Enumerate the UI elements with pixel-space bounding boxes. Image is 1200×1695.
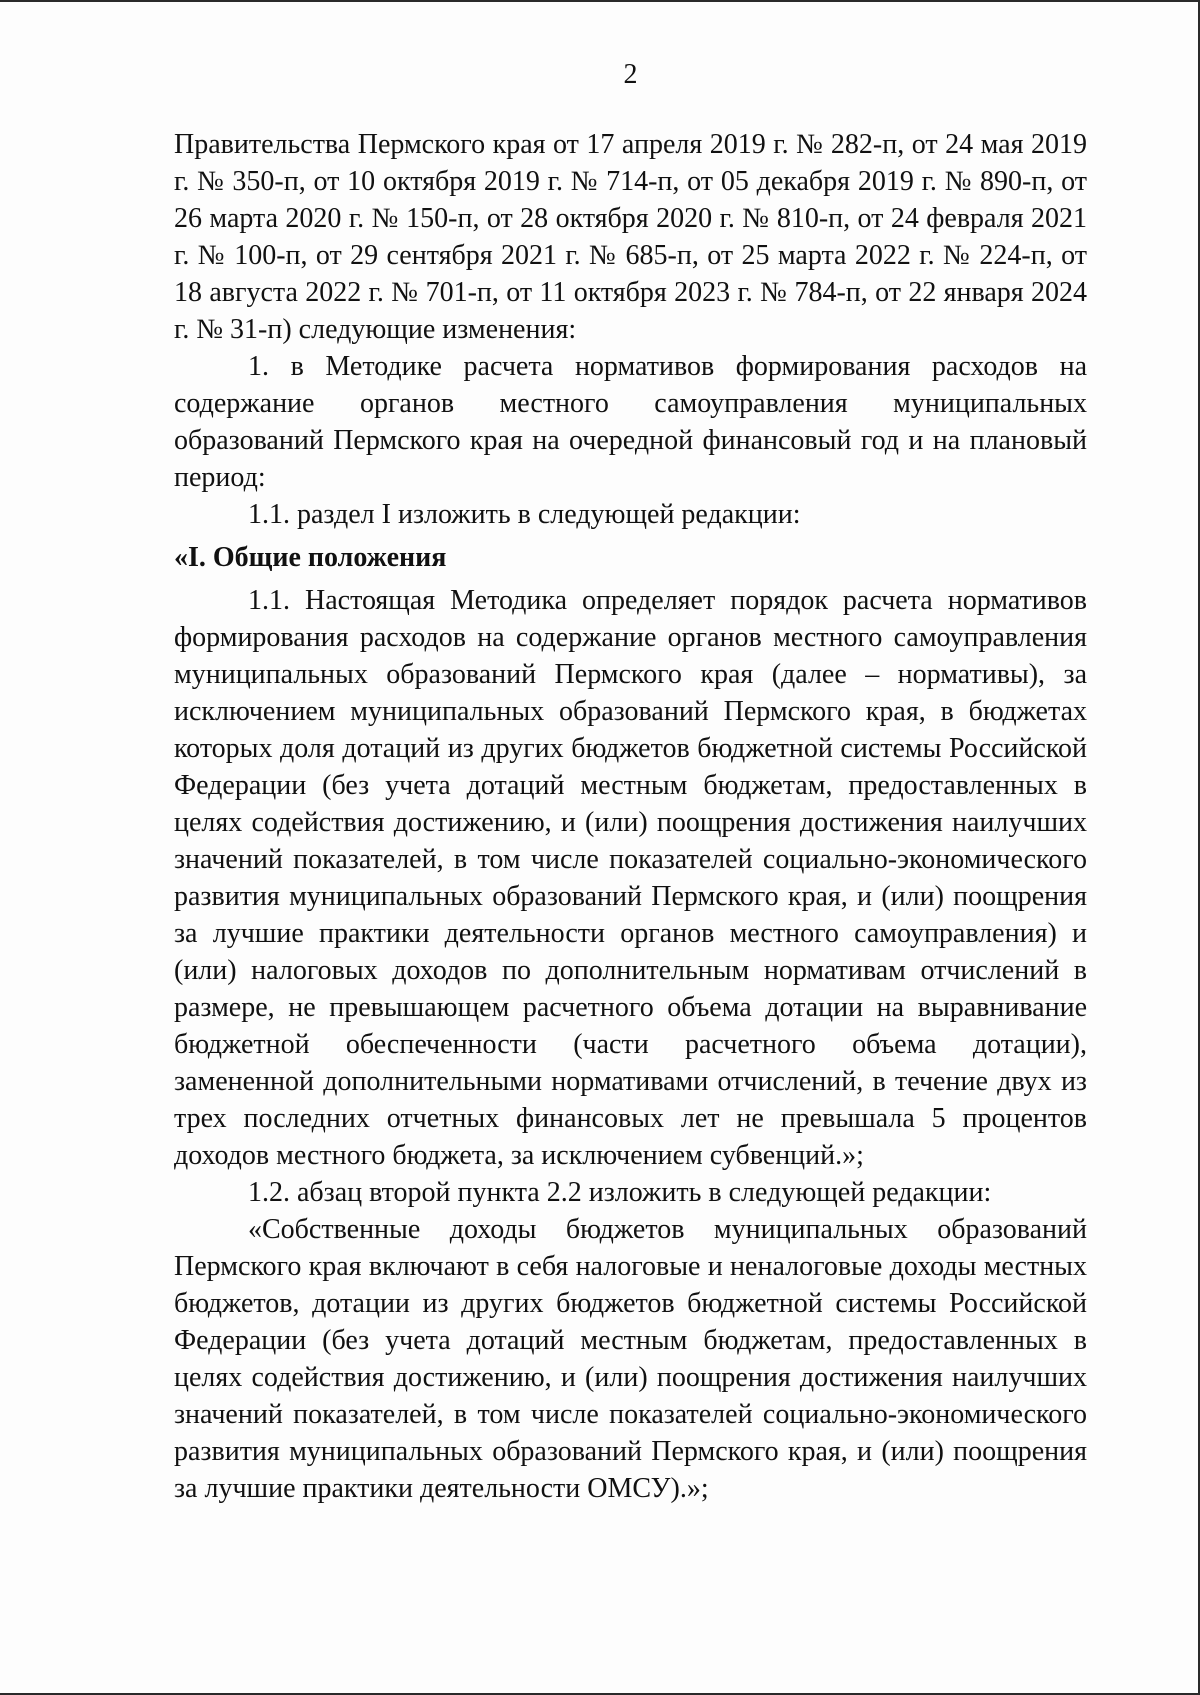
section-title: «I. Общие положения bbox=[174, 542, 447, 573]
paragraph-item-1-2: 1.2. абзац второй пункта 2.2 изложить в следующей редакции: bbox=[248, 1177, 992, 1208]
paragraph-quoted-text: «Собственные доходы бюджетов муниципальных образований Пермского края включают в себя налоговые и неналоговые доходы местных бюджетов, дотации из других бюджетов бюджетной системы Российской Федерации (без учета дотаций местным бюджетам, предоставленных в целях содействия достижению, и (или) поощрения достижения наилучших значений показателей, в том числе показателей социально-экономического развития муниципальных образований Пермского края, и (или) поощрения за лучшие практики деятельности ОМСУ).»; bbox=[174, 1214, 1087, 1504]
paragraph-item-1: 1. в Методике расчета нормативов формирования расходов на содержание органов местного самоуправления муниципальных образований Пермского края на очередной финансовый год и на плановый период: bbox=[174, 351, 1087, 493]
paragraph-item-1-1: 1.1. раздел I изложить в следующей редакции: bbox=[248, 499, 801, 530]
paragraph-continuation: Правительства Пермского края от 17 апреля 2019 г. № 282-п, от 24 мая 2019 г. № 350-п, от 10 октября 2019 г. № 714-п, от 05 декабря 2019 г. № 890-п, от 26 марта 2020 г. № 150-п, от 28 октября 2020 г. № 810-п, от 24 февраля 2021 г. № 100-п, от 29 сентября 2021 г. № 685-п, от 25 марта 2022 г. № 224-п, от 18 августа 2022 г. № 701-п, от 11 октября 2023 г. № 784-п, от 22 января 2024 г. № 31-п) следующие изменения: bbox=[174, 129, 1087, 345]
document-body bbox=[174, 60, 1087, 1507]
paragraph-clause-1-1: 1.1. Настоящая Методика определяет порядок расчета нормативов формирования расходов на содержание органов местного самоуправления муниципальных образований Пермского края (далее – нормативы), за исключением муниципальных образований Пермского края, в бюджетах которых доля дотаций из других бюджетов бюджетной системы Российской Федерации (без учета дотаций местным бюджетам, предоставленных в целях содействия достижению, и (или) поощрения достижения наилучших значений показателей, в том числе показателей социально-экономического развития муниципальных образований Пермского края, и (или) поощрения за лучшие практики деятельности органов местного самоуправления) и (или) налоговых доходов по дополнительным нормативам отчислений в размере, не превышающем расчетного объема дотации на выравнивание бюджетной обеспеченности (части расчетного объема дотации), замененной дополнительными нормативами отчислений, в течение двух из трех последних отчетных финансовых лет не превышала 5 процентов доходов местного бюджета, за исключением субвенций.»; bbox=[174, 585, 1087, 1171]
scan-edge-top bbox=[0, 0, 1200, 2]
page-number: 2 bbox=[623, 59, 638, 90]
